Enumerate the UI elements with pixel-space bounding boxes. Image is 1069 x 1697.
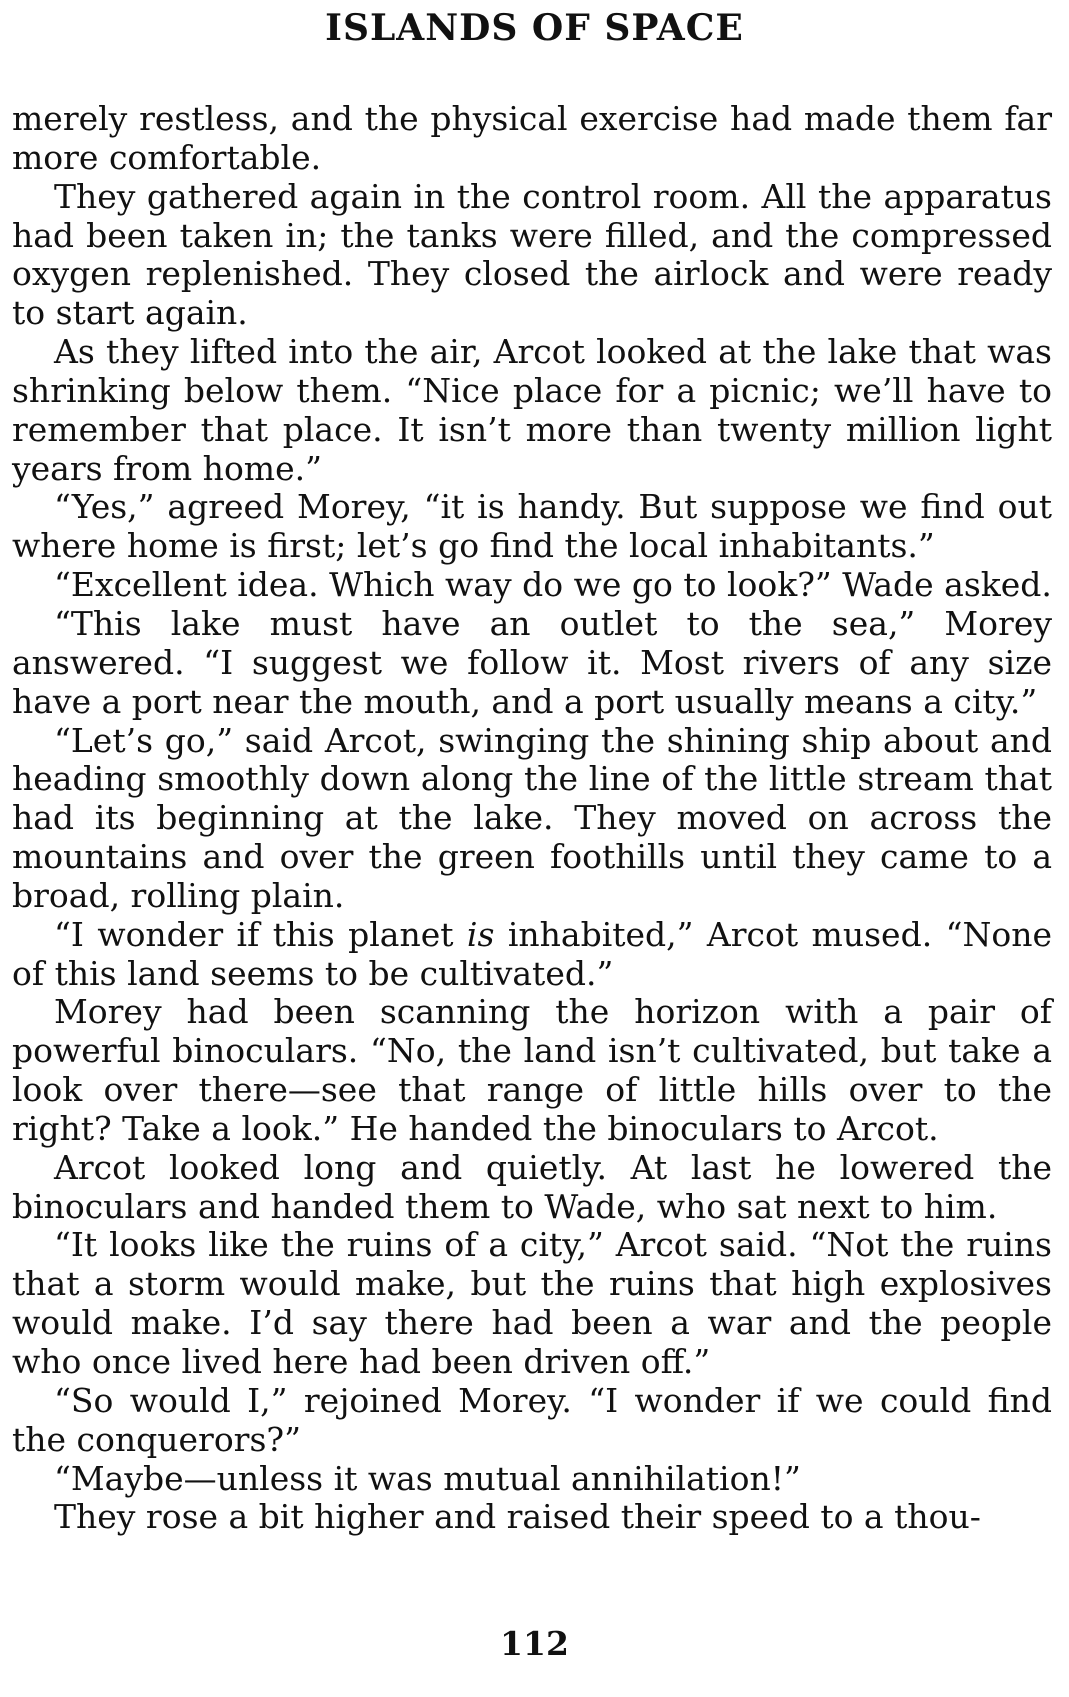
paragraph-12: “So would I,” rejoined Morey. “I wonder if we could find the conquerors?” [12, 1380, 1052, 1459]
paragraph-8-end: inhabited,” Arcot mused. “None of this land seems to be cultivated.” [12, 914, 1052, 993]
paragraph-6: “This lake must have an outlet to the sea,” Morey answered. “I suggest we follow it. Most rivers of any size have a port near the mouth, and a port usually means a city.” [12, 603, 1052, 721]
paragraph-1: merely restless, and the physical exercise had made them far more comfortable. [12, 99, 1052, 177]
paragraph-13: “Maybe—unless it was mutual annihilation!” [54, 1458, 801, 1498]
paragraph-8 [12, 916, 1052, 994]
emphasis-is: is [466, 914, 495, 954]
paragraph-8-start: “I wonder if this planet [54, 914, 467, 954]
paragraph-10: Arcot looked long and quietly. At last he lowered the binoculars and handed them to Wade, who sat next to him. [12, 1147, 1052, 1226]
running-head: ISLANDS OF SPACE [325, 7, 744, 49]
paragraph-7: “Let’s go,” said Arcot, swinging the shining ship about and heading smoothly down along the line of the little stream that had its beginning at the lake. They moved on across the mountains and over the green foothills until they came to a broad, rolling plain. [12, 720, 1052, 915]
paragraph-4: “Yes,” agreed Morey, “it is handy. But suppose we find out where home is first; let’s go find the local inhabitants.” [12, 487, 1052, 566]
paragraph-5: “Excellent idea. Which way do we go to look?” Wade asked. [54, 565, 1052, 605]
paragraph-11: “It looks like the ruins of a city,” Arcot said. “Not the ruins that a storm would make, but the ruins that high explosives would make. I’d say there had been a war and the people who once lived here had been driven off.” [12, 1225, 1052, 1381]
paragraph-9: Morey had been scanning the horizon with a pair of powerful binoculars. “No, the land isn’t cultivated, but take a look over there—see that range of little hills over to the right? Take a look.” He handed the binoculars to Arcot. [12, 992, 1052, 1148]
paragraph-3: As they lifted into the air, Arcot looked at the lake that was shrinking below them. “Nice place for a picnic; we’ll have to remember that place. It isn’t more than twenty million light years from home.” [12, 332, 1052, 488]
paragraph-14: They rose a bit higher and raised their speed to a thou- [54, 1497, 981, 1537]
paragraph-2: They gathered again in the control room. All the apparatus had been taken in; the tanks were filled, and the compressed oxygen replenished. They closed the airlock and were ready to start again. [12, 176, 1052, 333]
body-text [12, 100, 1052, 1537]
page-number: 112 [500, 1624, 569, 1663]
